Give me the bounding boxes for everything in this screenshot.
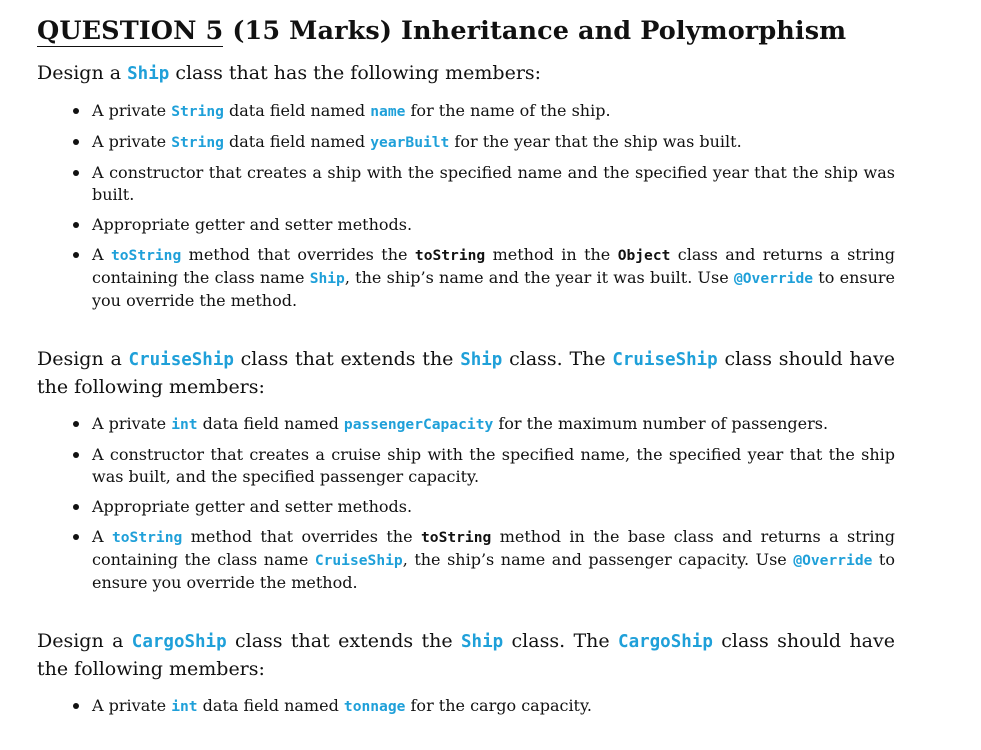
list-item: A private String data field named yearBuilt for the year that the ship was built. <box>37 131 895 154</box>
bullet-icon <box>73 504 79 510</box>
document-page <box>37 14 895 718</box>
bullet-icon <box>73 222 79 228</box>
bullet-icon <box>73 421 79 427</box>
ship-intro: Design a Ship class that has the following members: <box>37 62 542 84</box>
bullet-icon <box>73 534 79 540</box>
question-title <box>37 14 895 48</box>
bullet-icon <box>73 170 79 176</box>
list-item: A constructor that creates a ship with the specified name and the specified year that the ship was built. <box>37 162 895 206</box>
list-item: A private int data field named passengerCapacity for the maximum number of passengers. <box>37 413 895 436</box>
cruiseship-intro: Design a CruiseShip class that extends the Ship class. The CruiseShip class should have the following members: <box>37 348 895 398</box>
list-item: A private int data field named tonnage for the cargo capacity. <box>37 695 895 718</box>
code-ship: Ship <box>127 64 170 84</box>
bullet-icon <box>73 108 79 114</box>
bullet-icon <box>73 703 79 709</box>
list-item: Appropriate getter and setter methods. <box>37 214 895 236</box>
cargoship-intro: Design a CargoShip class that extends the Ship class. The CargoShip class should have the following members: <box>37 630 895 680</box>
bullet-icon <box>73 252 79 258</box>
bullet-icon <box>73 452 79 458</box>
list-item: A private String data field named name for the name of the ship. <box>37 100 895 123</box>
list-item: A toString method that overrides the toString method in the Object class and returns a string containing the class name Ship, the ship’s name and the year it was built. Use @Override to ensure you override the method. <box>37 244 895 312</box>
bullet-icon <box>73 139 79 145</box>
cruiseship-members-list <box>37 413 895 594</box>
cargoship-members-list <box>37 695 895 718</box>
question-title-rest: (15 Marks) Inheritance and Polymorphism <box>223 16 847 46</box>
ship-members-list <box>37 100 895 312</box>
list-item: A toString method that overrides the toString method in the base class and returns a string containing the class name CruiseShip, the ship’s name and passenger capacity. Use @Override to ensure you override the method. <box>37 526 895 594</box>
list-item: A constructor that creates a cruise ship with the specified name, the specified year that the ship was built, and the specified passenger capacity. <box>37 444 895 488</box>
list-item: Appropriate getter and setter methods. <box>37 496 895 518</box>
question-number: QUESTION 5 <box>37 16 224 46</box>
